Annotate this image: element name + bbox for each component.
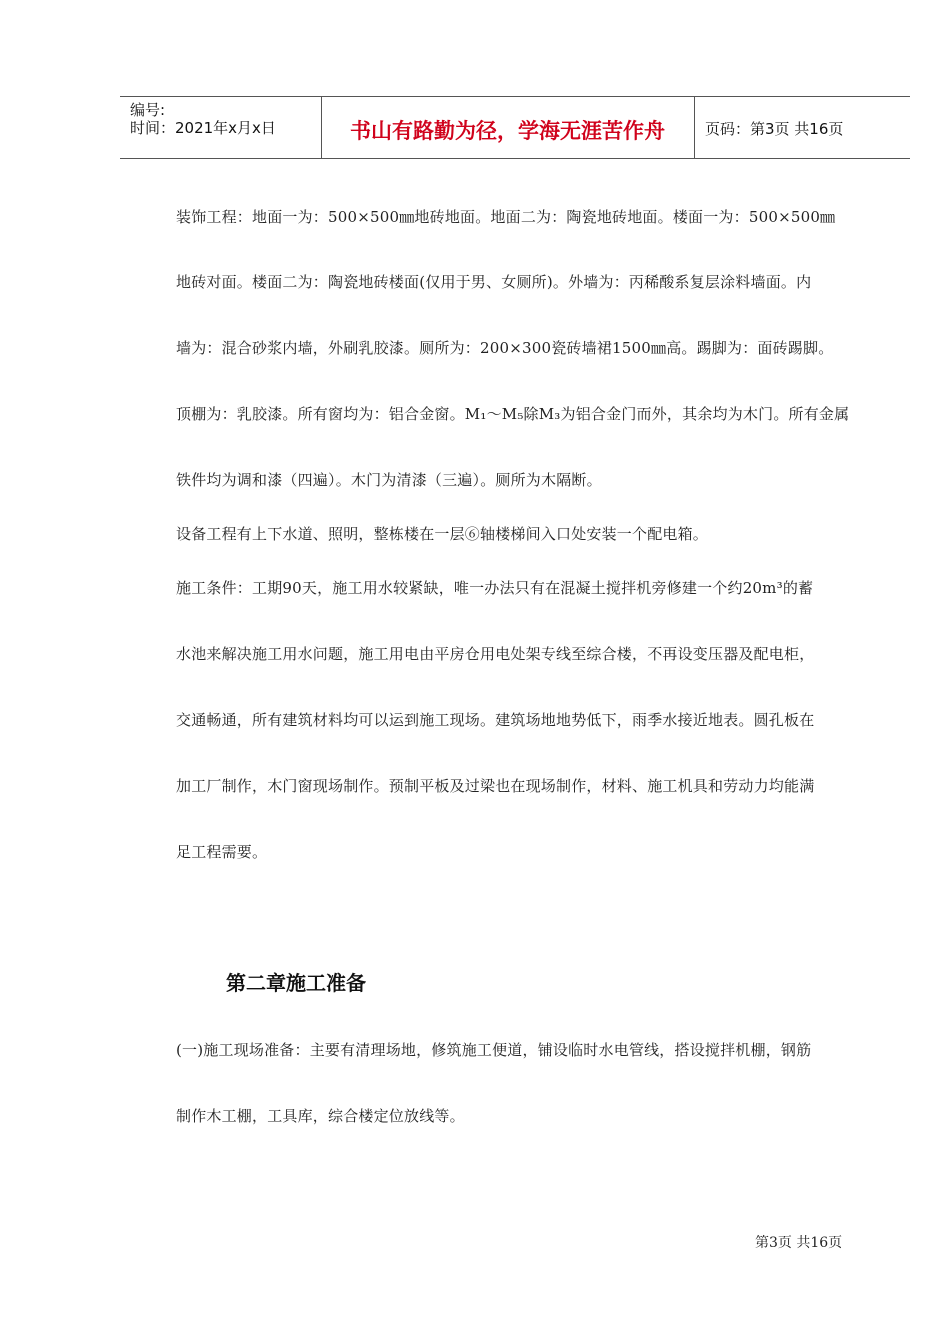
paragraph-line: 制作木工棚，工具库，综合楼定位放线等。 xyxy=(176,1107,465,1125)
paragraph-line: 施工条件：工期90天，施工用水较紧缺，唯一办法只有在混凝土搅拌机旁修建一个约20m³的蓄 xyxy=(176,579,814,597)
footer-page-number: 第3页 共16页 xyxy=(755,1235,843,1251)
paragraph-line: 设备工程有上下水道、照明，整栋楼在一层⑥轴楼梯间入口处安装一个配电箱。 xyxy=(176,525,709,543)
chapter-title: 第二章施工准备 xyxy=(226,971,366,995)
header-motto-cell xyxy=(321,97,695,158)
header-motto: 书山有路勤为径，学海无涯苦作舟 xyxy=(350,119,665,143)
header-meta-cell xyxy=(120,97,322,158)
paragraph-line: 顶棚为：乳胶漆。所有窗均为：铝合金窗。M₁～M₅除M₃为铝合金门而外，其余均为木门。所有金属 xyxy=(176,405,850,423)
page-header xyxy=(120,96,910,159)
paragraph-line: 墙为：混合砂浆内墙，外刷乳胶漆。厕所为：200×300瓷砖墙裙1500㎜高。踢脚为：面砖踢脚。 xyxy=(176,339,834,357)
paragraph-line: 足工程需要。 xyxy=(176,843,268,861)
header-page-number: 页码：第3页 共16页 xyxy=(705,120,844,138)
header-page-cell xyxy=(695,97,910,158)
paragraph-line: (一)施工现场准备：主要有清理场地，修筑施工便道，铺设临时水电管线，搭设搅拌机棚，钢筋 xyxy=(176,1041,812,1059)
document-number-label: 编号: xyxy=(130,101,166,119)
paragraph-line: 加工厂制作，木门窗现场制作。预制平板及过梁也在现场制作，材料、施工机具和劳动力均能满 xyxy=(176,777,815,795)
paragraph-line: 水池来解决施工用水问题，施工用电由平房仓用电处架专线至综合楼，不再设变压器及配电柜， xyxy=(176,645,815,663)
paragraph-line: 地砖对面。楼面二为：陶瓷地砖楼面(仅用于男、女厕所)。外墙为：丙稀酸系复层涂料墙面。内 xyxy=(176,273,812,291)
paragraph-line: 装饰工程：地面一为：500×500㎜地砖地面。地面二为：陶瓷地砖地面。楼面一为：500×500㎜ xyxy=(176,208,836,226)
paragraph-line: 交通畅通，所有建筑材料均可以运到施工现场。建筑场地地势低下，雨季水接近地表。圆孔板在 xyxy=(176,711,815,729)
paragraph-line: 铁件均为调和漆（四遍）。木门为清漆（三遍）。厕所为木隔断。 xyxy=(176,471,602,489)
document-time-label: 时间：2021年x月x日 xyxy=(130,119,276,137)
